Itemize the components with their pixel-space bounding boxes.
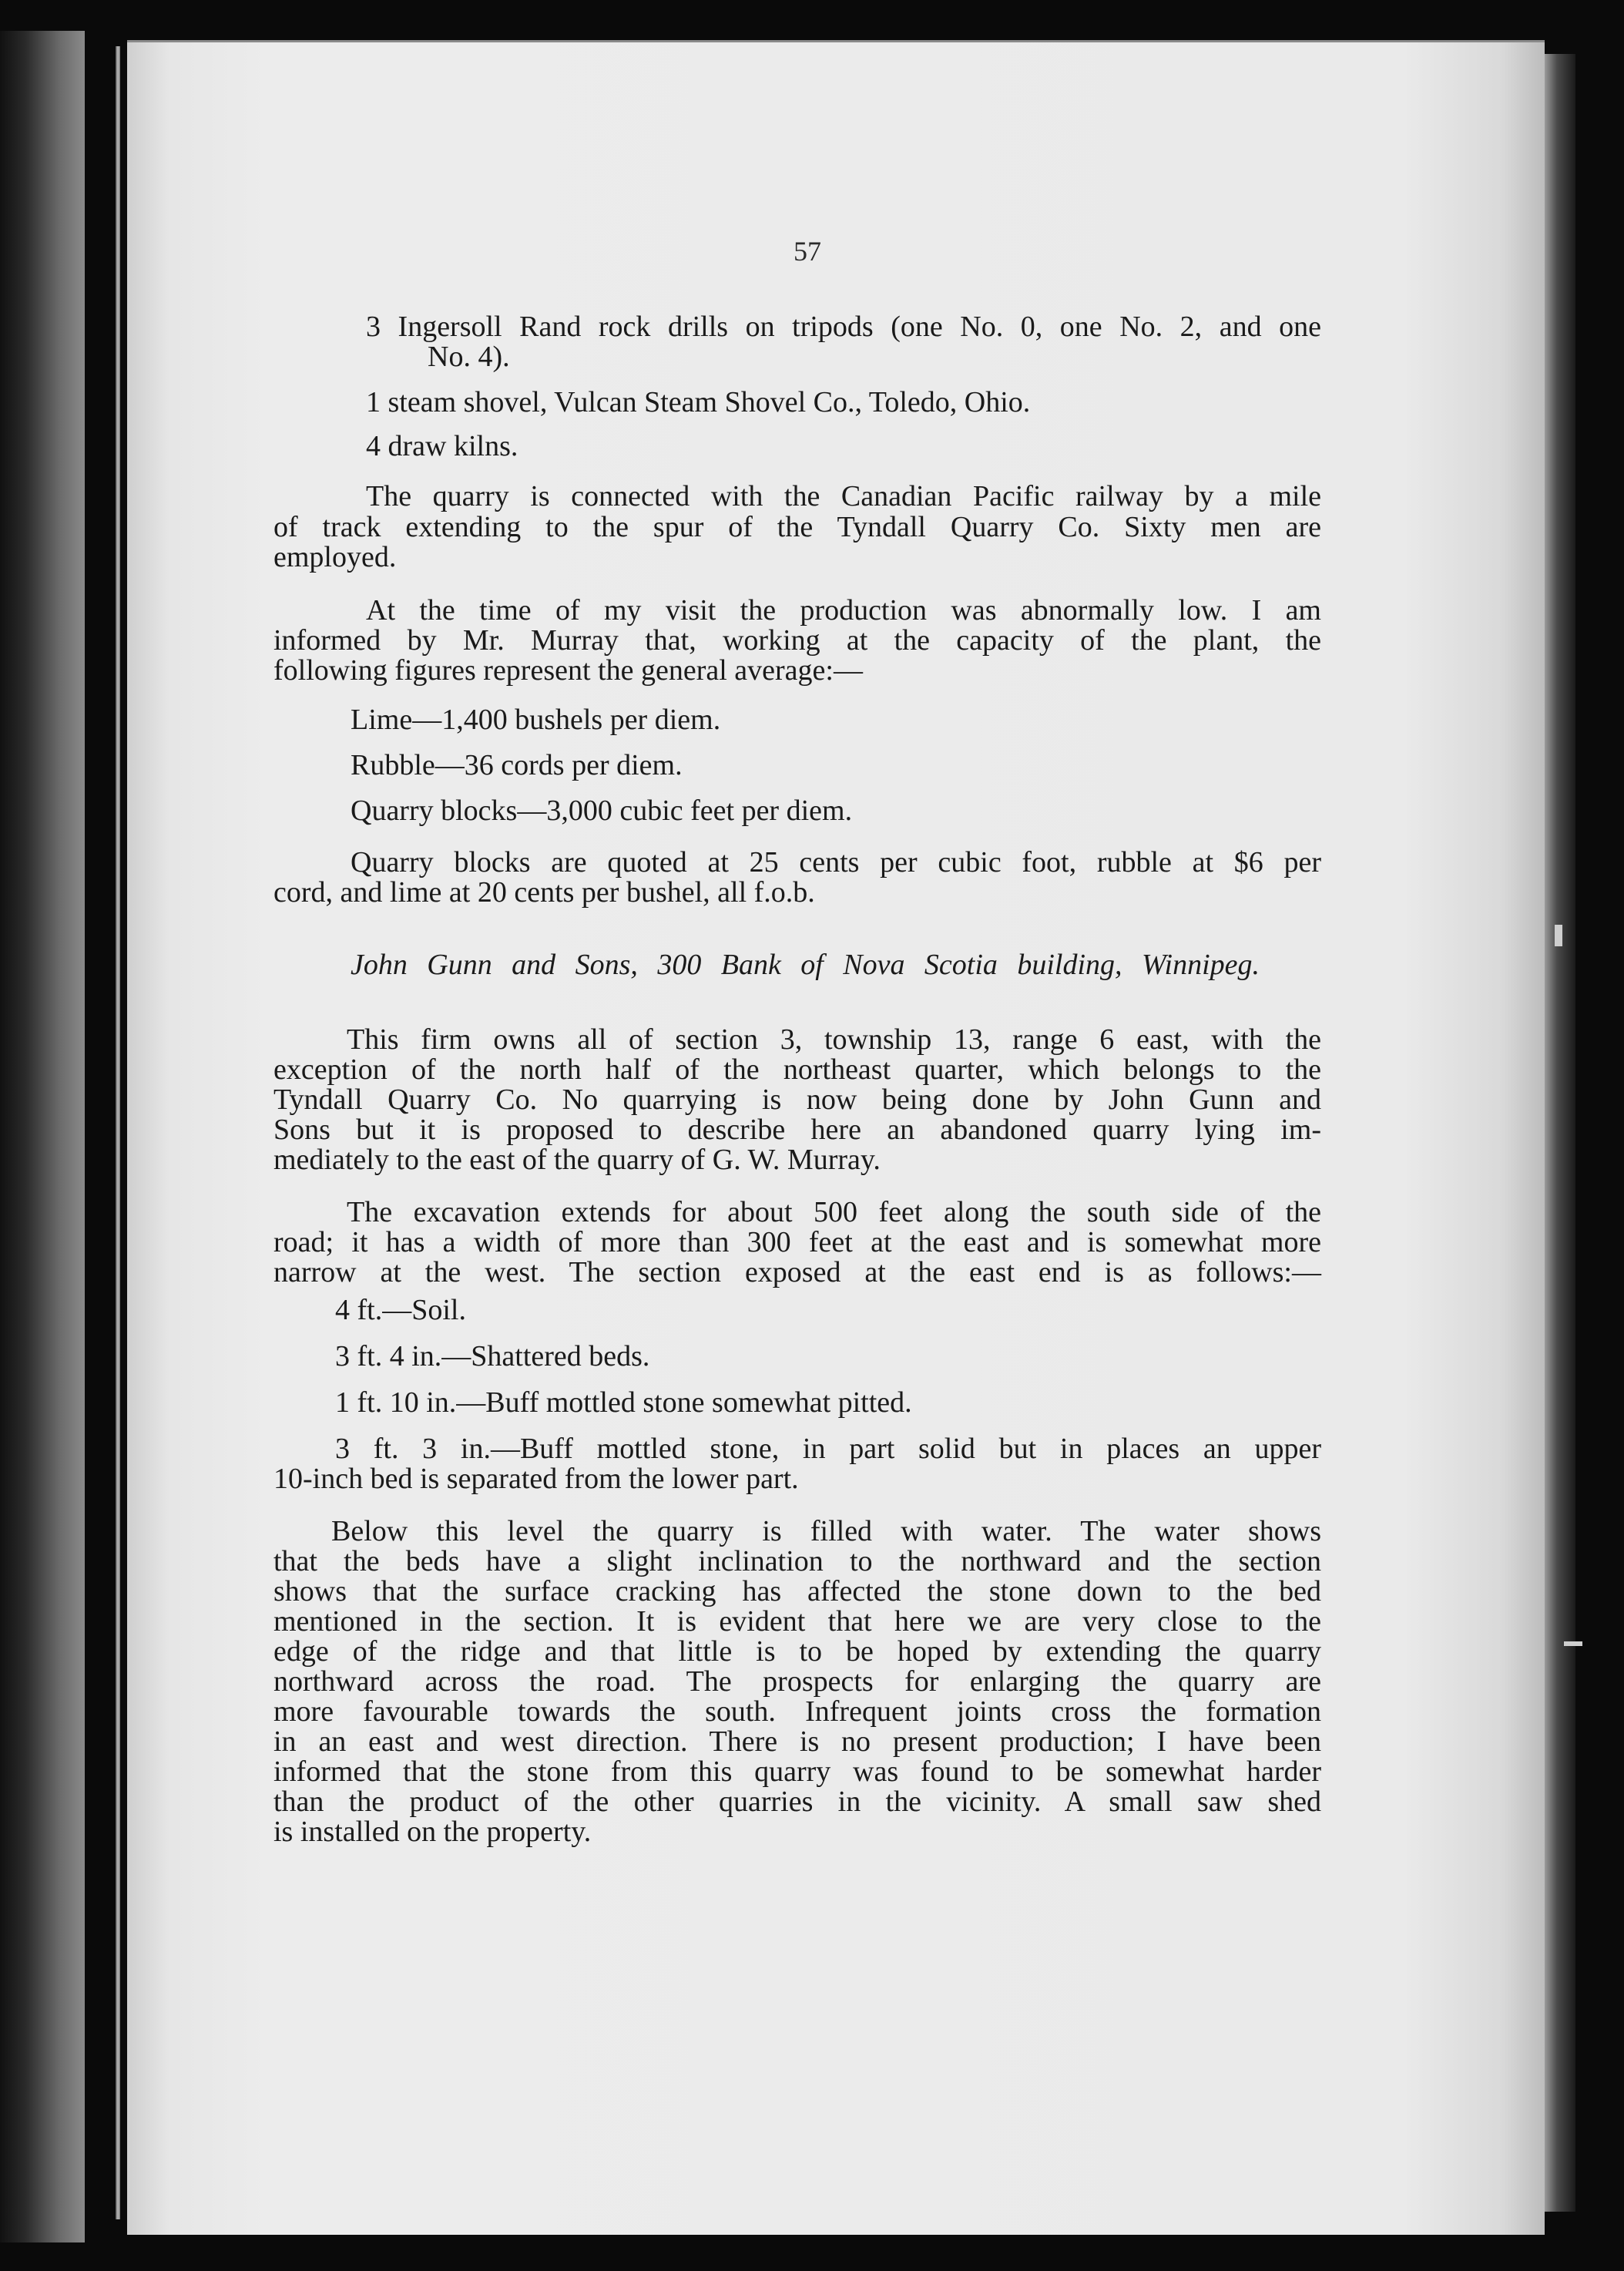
text-line: that the beds have a slight inclination to the northward and the section	[273, 1545, 1321, 1577]
text-line: northward across the road. The prospects for enlarging the quarry are	[273, 1665, 1321, 1698]
text-line: employed.	[273, 541, 397, 573]
text-line: cord, and lime at 20 cents per bushel, all f.o.b.	[273, 876, 815, 909]
text-line: road; it has a width of more than 300 feet at the east and is somewhat more	[273, 1226, 1321, 1258]
text-line: Quarry blocks—3,000 cubic feet per diem.	[351, 795, 853, 827]
text-line: shows that the surface cracking has affected the stone down to the bed	[273, 1575, 1321, 1608]
text-line: Tyndall Quarry Co. No quarrying is now being done by John Gunn and	[273, 1083, 1321, 1116]
text-line: mediately to the east of the quarry of G. W. Murray.	[273, 1144, 881, 1176]
text-line: 4 ft.—Soil.	[335, 1294, 466, 1326]
book-spine	[116, 46, 120, 2219]
text-line: narrow at the west. The section exposed at the east end is as follows:—	[273, 1256, 1321, 1288]
text-line: 1 ft. 10 in.—Buff mottled stone somewhat pitted.	[335, 1386, 912, 1419]
text-line: 3 Ingersoll Rand rock drills on tripods (one No. 0, one No. 2, and one	[366, 311, 1321, 343]
text-line: At the time of my visit the production was abnormally low. I am	[366, 594, 1321, 627]
text-line: mentioned in the section. It is evident that here we are very close to the	[273, 1605, 1321, 1638]
margin-mark	[1555, 925, 1562, 946]
text-line: 1 steam shovel, Vulcan Steam Shovel Co., Toledo, Ohio.	[366, 386, 1031, 418]
text-line: Rubble—36 cords per diem.	[351, 749, 683, 781]
facing-page-edge	[0, 31, 85, 2242]
text-line: edge of the ridge and that little is to be hoped by extending the quarry	[273, 1635, 1321, 1668]
page-right-edge	[1545, 54, 1575, 2212]
text-line: following figures represent the general average:—	[273, 654, 863, 687]
text-line: This firm owns all of section 3, township 13, range 6 east, with the	[347, 1023, 1321, 1056]
text-line: 3 ft. 3 in.—Buff mottled stone, in part solid but in places an upper	[335, 1433, 1321, 1465]
text-line: The excavation extends for about 500 feet along the south side of the	[347, 1196, 1321, 1228]
text-line: of track extending to the spur of the Tyndall Quarry Co. Sixty men are	[273, 511, 1321, 543]
text-line: No. 4).	[428, 341, 510, 373]
text-line: The quarry is connected with the Canadian Pacific railway by a mile	[366, 480, 1321, 512]
text-line: in an east and west direction. There is no present production; I have been	[273, 1725, 1321, 1758]
text-line: than the product of the other quarries in the vicinity. A small saw shed	[273, 1786, 1321, 1818]
section-heading: John Gunn and Sons, 300 Bank of Nova Scotia building, Winnipeg.	[351, 949, 1260, 981]
text-line: Lime—1,400 bushels per diem.	[351, 704, 721, 736]
text-line: 4 draw kilns.	[366, 430, 518, 462]
text-line: Sons but it is proposed to describe here an abandoned quarry lying im-	[273, 1114, 1321, 1146]
text-line: Quarry blocks are quoted at 25 cents per cubic foot, rubble at $6 per	[351, 846, 1321, 879]
text-line: informed by Mr. Murray that, working at the capacity of the plant, the	[273, 624, 1321, 657]
text-line: is installed on the property.	[273, 1816, 592, 1848]
margin-mark	[1564, 1641, 1582, 1646]
text-line: informed that the stone from this quarry was found to be somewhat harder	[273, 1755, 1321, 1788]
page-number: 57	[794, 236, 821, 267]
text-line: exception of the north half of the northeast quarter, which belongs to the	[273, 1053, 1321, 1086]
text-line: more favourable towards the south. Infrequent joints cross the formation	[273, 1695, 1321, 1728]
text-line: 10-inch bed is separated from the lower part.	[273, 1463, 799, 1495]
text-line: Below this level the quarry is filled with water. The water shows	[331, 1515, 1321, 1547]
text-line: 3 ft. 4 in.—Shattered beds.	[335, 1340, 650, 1372]
